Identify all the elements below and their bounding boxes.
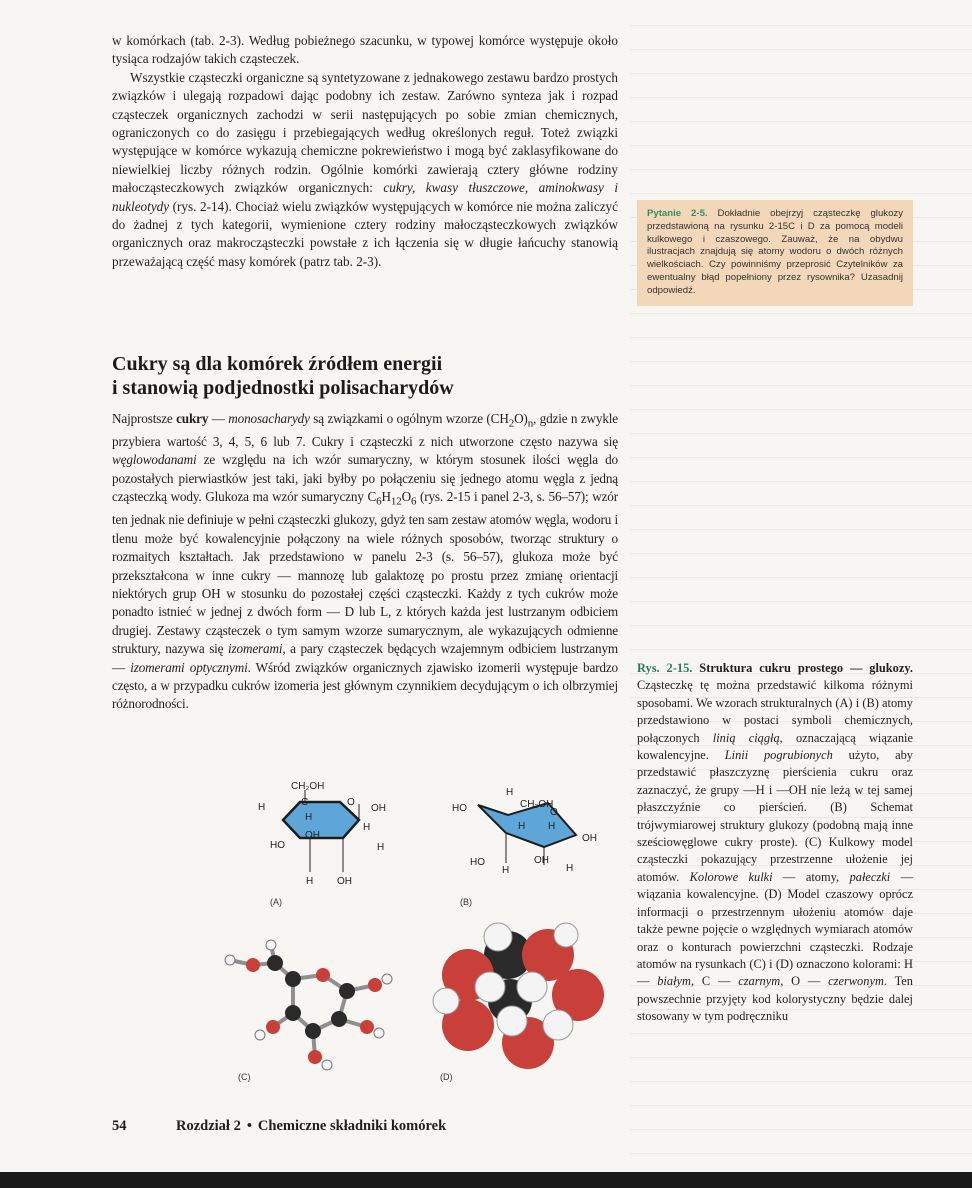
emphasis-term: linią ciągłą (712, 730, 780, 745)
figure-caption (637, 660, 913, 1026)
text-run: ze względu na ich wzór sumaryczny, w którym stosunek ilości węgla do pozostałych pierwiastków jest taki, jaki byłby po połączeniu się jednego atomu węgla z jedną cząsteczką wody. Glukoza ma wzór sumaryczny C (112, 452, 618, 505)
figure-label-b: (B) (460, 897, 472, 907)
emphasis-term: monosacharydy (228, 411, 310, 426)
label-h-top: H (506, 787, 514, 798)
text-run: Najprostsze (112, 411, 177, 426)
atom-hydrogen (433, 988, 459, 1014)
label-h-bottom: H (502, 865, 510, 876)
atom-oxygen (360, 1020, 374, 1034)
atom-hydrogen (475, 972, 505, 1002)
atom-carbon (331, 1011, 347, 1027)
atom-oxygen (246, 958, 260, 972)
atom-carbon (267, 955, 283, 971)
text-run: , gdzie n zwykle przybiera wartość 3, 4, 5, 6 lub 7. Cukry i cząsteczki z nich utworzone często nazywa się (112, 411, 618, 450)
atom-hydrogen (497, 1006, 527, 1036)
bold-term-cukry: cukry (176, 411, 209, 426)
label-h: H (518, 821, 526, 832)
figure-a-haworth-structure (255, 780, 405, 890)
label-oh-right: OH (582, 833, 597, 844)
atom-hydrogen (374, 1028, 384, 1038)
subscript: 6 (376, 495, 382, 508)
atom-oxygen (266, 1020, 280, 1034)
intro-paragraph-2 (112, 69, 618, 271)
subscript: 12 (390, 495, 402, 508)
text-run: Wszystkie cząsteczki organiczne są syntetyzowane z jednakowego zestawu bardzo prostych związków i ulegają rozpadowi dając podobny ich zestaw. Zarówno synteza jak i rozpad cząsteczek organicznych zachodzi w serii następujących po sobie zmian chemicznych, ograniczonych co do zasięgu i przebiegających według określonych reguł. Toteż związki występujące w komórce wykazują chemiczne pokrewieństwo i mogą być zaklasyfikowane do niewielkiej liczby różnych rodzin. Ogólnie komórki zawierają cztery główne rodziny małocząsteczkowych związków organicznych: (112, 69, 618, 196)
emphasis-term: izomerami (228, 641, 283, 657)
figure-label-d: (D) (440, 1072, 453, 1082)
caption-title: Struktura cukru prostego — glukozy. (692, 661, 913, 675)
intro-text (112, 32, 618, 271)
footer-separator: • (246, 1118, 252, 1134)
intro-paragraph-1: w komórkach (tab. 2-3). Według pobieżnego szacunku, w typowej komórce występuje około tysiąca rodzajów takich cząsteczek. (112, 33, 618, 67)
figure-label-c: (C) (238, 1072, 251, 1082)
atom-carbon (285, 971, 301, 987)
label-ch2oh: CH₂OH (520, 799, 554, 810)
emphasis-term: Kolorowe kulki (689, 869, 773, 884)
label-c: C (301, 797, 309, 808)
atom-carbon (285, 1005, 301, 1021)
label-oh-bottom: OH (337, 876, 352, 887)
atom-hydrogen (484, 923, 512, 951)
text-run: (rys. 2-14). Chociaż wielu związków występujących w komórce nie można zaliczyć do żadnej z tych kategorii, wymienione cztery rodziny małocząsteczkowych związków organicznych oraz makrocząsteczki powstałe z ich łączenia się w długie łańcuchy stanowią przeważającą część masy komórek (patrz tab. 2-3). (112, 198, 618, 269)
emphasis-term: pałeczki (849, 869, 891, 884)
chapter-title: Chemiczne składniki komórek (257, 1118, 447, 1134)
text-run: — atomy, (772, 869, 850, 884)
atom-oxygen (316, 968, 330, 982)
atom-hydrogen (266, 940, 276, 950)
text-run: O (401, 489, 411, 505)
atom-hydrogen (322, 1060, 332, 1070)
figure-b-chair-structure (448, 785, 608, 880)
label-h-right2: H (377, 842, 385, 853)
text-run: , a pary cząsteczek będących wzajemnym odbiciem lustrzanym — (112, 641, 618, 675)
figure-c-ball-and-stick-model (215, 935, 415, 1075)
text-run: — wiązania kowalencyjne. (D) Model czaszowy oprócz informacji o przestrzennym ułożeniu atomów daje także pewne pojęcie o względnych wymiarach atomów oraz o konturach powierzchni cząsteczki. Rodzaje atomów na rysunkach (C) i (D) oznaczono kolorami: H — (637, 869, 913, 989)
atom-oxygen (368, 978, 382, 992)
chapter-label: Rozdział 2 (176, 1118, 241, 1134)
label-ho: HO (452, 803, 467, 814)
text-run: — (208, 411, 229, 426)
text-run: , oznaczającą wiązanie kowalencyjne. (637, 730, 913, 763)
label-h2: H (548, 821, 556, 832)
text-run: . Ten powszechnie przyjęty kod kolorystyczny będzie dalej stosowany w tym podręczniku (637, 974, 913, 1024)
scan-edge-bar (0, 1172, 972, 1188)
emphasis-families: cukry, kwasy tłuszczowe, aminokwasy i nukleotydy (112, 180, 618, 214)
text-run: , O — (780, 974, 829, 989)
emphasis-term: czerwonym (828, 974, 884, 989)
atom-oxygen (308, 1050, 322, 1064)
label-h-bottom2: H (566, 863, 574, 874)
section-heading (112, 352, 618, 400)
label-ho-bottom: HO (470, 857, 485, 868)
subscript: 2 (508, 417, 515, 430)
heading-line-1: Cukry są dla komórek źródłem energii (112, 353, 443, 375)
body-text (112, 410, 618, 714)
text-run: H (381, 489, 391, 505)
page-number: 54 (112, 1118, 127, 1134)
label-ch2oh: CH₂OH (291, 781, 325, 792)
emphasis-term: izomerami optycznymi (130, 659, 248, 675)
atom-hydrogen (543, 1010, 573, 1040)
atom-hydrogen (225, 955, 235, 965)
subscript: n (527, 417, 534, 430)
text-run: użyto, aby przedstawić płaszczyznę pierścienia cukru oraz zaznaczyć, że grupy —H i —OH nie leżą w tej samej płaszczyźnie co pierścień. (B) Schemat trójwymiarowej struktury glukozy (podobną mają inne sześciowęglowe cukry proste). (C) Kulkowy model cząsteczki pokazujący przestrzenne ułożenie jej atomów. (637, 748, 913, 884)
atom-carbon (305, 1023, 321, 1039)
text-run: . Wśród związków organicznych zjawisko izomerii występuje bardzo często, a w przypadku cukrów izomeria jest głównym czynnikiem decydującym o ich olbrzymiej różnorodności. (112, 659, 618, 712)
body-paragraph (112, 410, 618, 714)
label-oh-mid: OH (305, 830, 320, 841)
text-run: są związkami o ogólnym wzorze (CH (309, 411, 509, 426)
atom-hydrogen (517, 972, 547, 1002)
question-box (637, 200, 913, 306)
atom-hydrogen (255, 1030, 265, 1040)
label-oh-bottom: OH (534, 855, 549, 866)
heading-line-2: i stanowią podjednostki polisacharydów (112, 377, 454, 399)
text-run: (rys. 2-15 i panel 2-3, s. 56–57); wzór ten jednak nie definiuje w pełni cząsteczki glukozy, gdyż ten sam zestaw atomów węgla, wodoru i tlenu może być kowalencyjnie połączony na wiele różnych sposobów, tworząc struktury o rozmaitych kształtach. Jak przedstawiono w panelu 2-3 (s. 56–57), glukoza może być przekształcona w inne cukry — mannozę lub galaktozę po prostu przez zmianę orientacji niektórych grup OH w stosunku do pozostałej części cząsteczki. Każdy z tych cukrów może ponadto istnieć w jednej z dwóch form — D lub L, z których każda jest lustrzanym odbiciem drugiej. Zestawy cząsteczek o tym samym wzorze sumarycznym, ale wykazujących odmienne struktury, nazywa się (112, 489, 618, 657)
emphasis-term: Linii pogrubionych (724, 748, 833, 763)
label-h-right: H (363, 822, 371, 833)
text-run: , C — (690, 974, 739, 989)
label-o: O (550, 807, 558, 818)
label-h: H (305, 812, 313, 823)
emphasis-term: węglowodanami (112, 452, 197, 468)
label-h-left: H (258, 802, 266, 813)
emphasis-term: czarnym (738, 974, 781, 989)
label-ho: HO (270, 840, 285, 851)
text-run: Cząsteczkę tę można przedstawić kilkoma różnymi sposobami. We wzorach strukturalnych (A) i (B) atomy przedstawiono w postaci symboli chemicznych, połączonych (637, 678, 913, 745)
question-text: Dokładnie obejrzyj cząsteczkę glukozy przedstawioną na rysunku 2-15C i D za pomocą modeli kulkowego i czaszowego. Zauważ, że na obydwu ilustracjach znajdują się atomy wodoru o dwóch różnych wielkościach. Czy powinniśmy przeprosić Czytelników za ewentualny błąd popełniony przez rysownika? Uzasadnij odpowiedź. (647, 208, 903, 296)
page-footer (112, 1118, 446, 1135)
atom-carbon (339, 983, 355, 999)
label-h-bottom: H (306, 876, 314, 887)
atom-hydrogen (554, 923, 578, 947)
subscript: 6 (410, 495, 417, 508)
question-label: Pytanie 2-5. (647, 208, 708, 219)
figure-label-a: (A) (270, 897, 282, 907)
label-oh: OH (371, 803, 386, 814)
atom-hydrogen (382, 974, 392, 984)
caption-label: Rys. 2-15. (637, 661, 693, 675)
emphasis-term: białym (657, 974, 691, 989)
text-run: O) (514, 411, 528, 426)
label-o: O (347, 797, 355, 808)
figure-d-space-filling-model (428, 915, 608, 1075)
